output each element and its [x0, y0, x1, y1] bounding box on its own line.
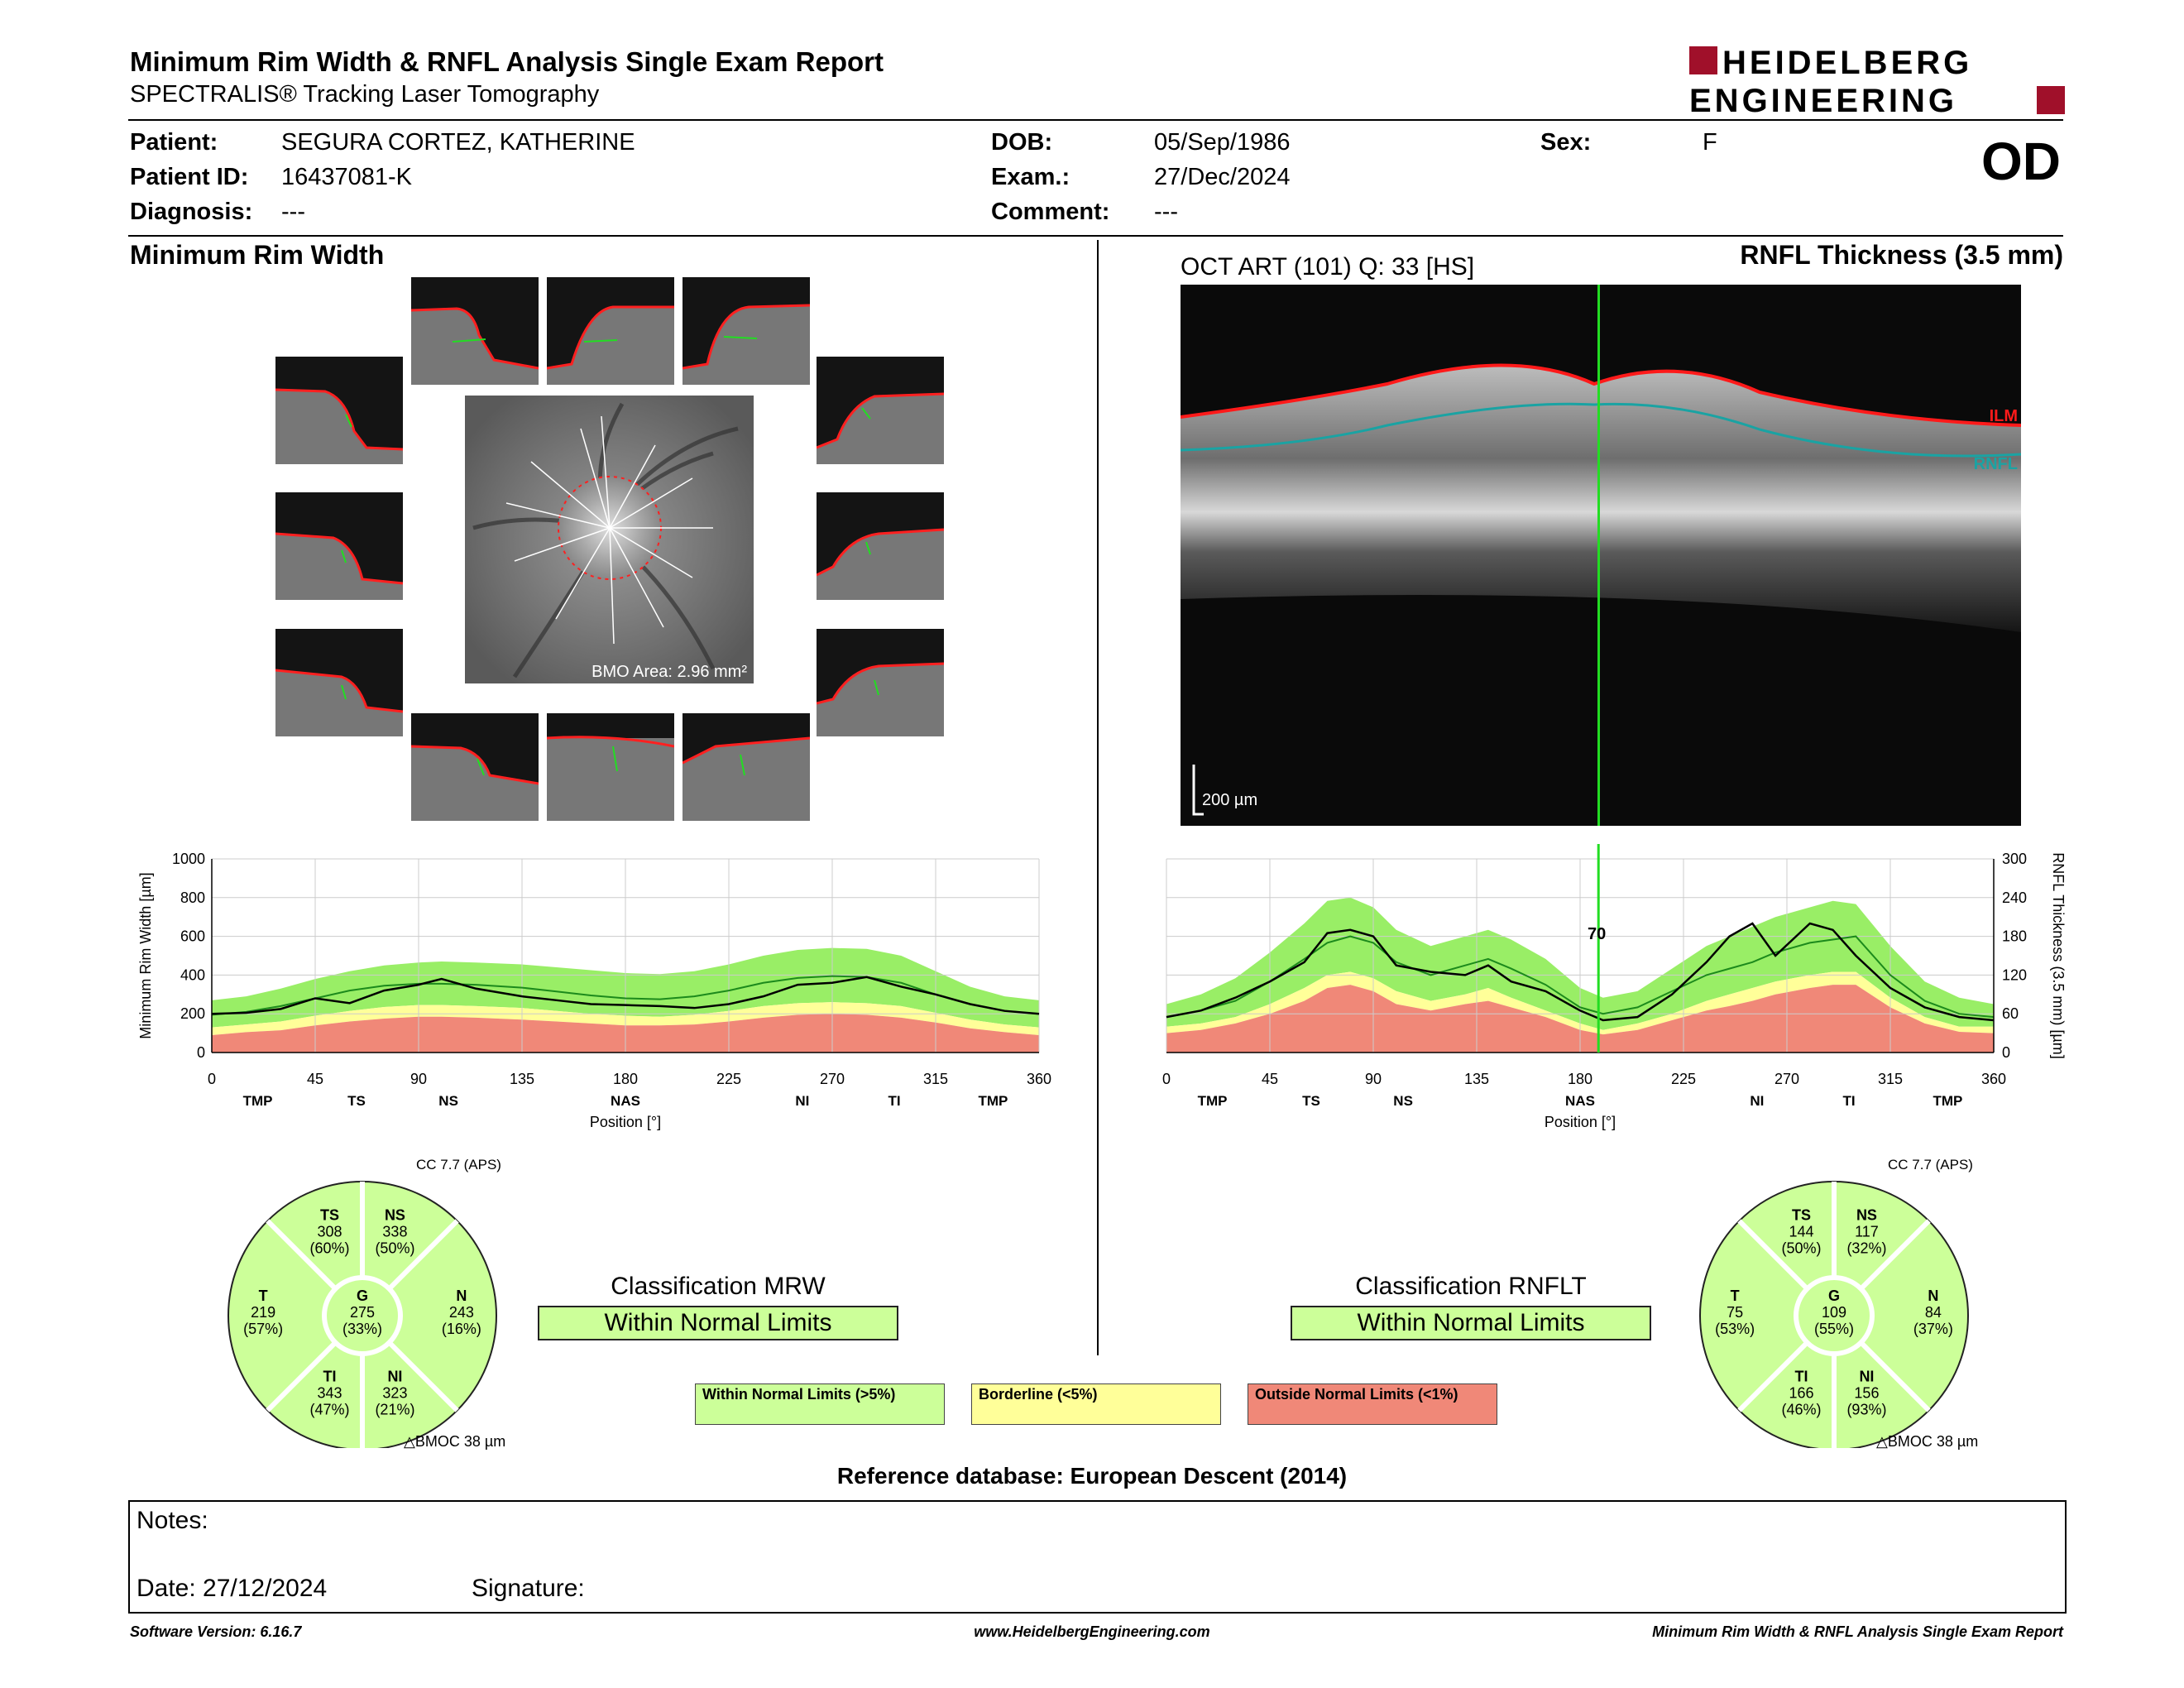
- eye-label: OD: [1981, 132, 2061, 191]
- mrw-bscan-ti1: [411, 713, 539, 821]
- y-tick-label: 1000: [171, 851, 205, 867]
- y-tick-label: 180: [2002, 928, 2028, 945]
- mrw-bscan-ts2: [547, 277, 674, 385]
- rnfl-chart: [1142, 844, 2068, 1134]
- bmo-area-label: BMO Area: 2.96 mm²: [592, 663, 747, 681]
- comment-label: Comment:: [991, 199, 1110, 225]
- mrw-bscan-t1: [275, 357, 403, 464]
- x-tick-label: 45: [1261, 1071, 1279, 1087]
- sector-ni-pct: (21%): [375, 1401, 415, 1418]
- sector-ts-pct: (60%): [309, 1240, 350, 1257]
- sector-ni-value: 156: [1854, 1384, 1880, 1402]
- report-title: Minimum Rim Width & RNFL Analysis Single Exam Report: [130, 46, 884, 77]
- rnfl-classification: Within Normal Limits: [1291, 1306, 1651, 1340]
- x-tick-label: 180: [1567, 1071, 1593, 1087]
- rnfl-classification-title: Classification RNFLT: [1355, 1273, 1587, 1300]
- x-axis-title: Position [°]: [589, 1114, 662, 1130]
- sector-t-label: T: [258, 1288, 268, 1304]
- x-tick-label: 270: [1774, 1071, 1800, 1087]
- sector-ni-label: NI: [1859, 1368, 1875, 1385]
- y-tick-label: 200: [180, 1005, 205, 1023]
- exam-label: Exam.:: [991, 164, 1070, 190]
- sector-ti-label: TI: [323, 1368, 337, 1385]
- delta-icon: △: [404, 1433, 415, 1450]
- y-tick-label: 120: [2002, 966, 2028, 984]
- x-tick-label: 225: [1670, 1071, 1697, 1087]
- mrw-bscan-ni: [682, 713, 810, 821]
- sector-g-label: G: [1827, 1288, 1841, 1304]
- mrw-sector-diagram: [222, 1175, 506, 1450]
- x-axis-title: Position [°]: [1544, 1114, 1616, 1130]
- mrw-bscan-ti2: [547, 713, 674, 821]
- mrw-chart: [132, 844, 1059, 1134]
- mrw-bscan-ts1: [411, 277, 539, 385]
- logo-line2: ENGINEERING: [1689, 83, 1958, 117]
- sector-ts-label: TS: [1792, 1206, 1812, 1224]
- sector-n-label: N: [456, 1288, 467, 1304]
- notes-box: [128, 1500, 2067, 1614]
- delta-icon: △: [1876, 1433, 1888, 1450]
- patient-name: SEGURA CORTEZ, KATHERINE: [281, 129, 635, 156]
- y-axis-title: Minimum Rim Width [µm]: [137, 872, 154, 1039]
- notes-label: Notes:: [136, 1507, 208, 1534]
- mrw-bscan-ns: [682, 277, 810, 385]
- sector-ti-label: TI: [1794, 1368, 1808, 1385]
- sector-axis-label: NI: [1750, 1093, 1765, 1109]
- sector-t-label: T: [1730, 1288, 1740, 1304]
- sector-ti-pct: (47%): [309, 1401, 350, 1418]
- sector-ti-pct: (46%): [1781, 1401, 1822, 1418]
- mrw-bscan-t3: [275, 629, 403, 736]
- rnfl-cursor-value: 70: [1588, 925, 1607, 943]
- column-divider: [1097, 240, 1099, 1355]
- oct-scan-label: OCT ART (101) Q: 33 [HS]: [1181, 253, 1475, 281]
- x-tick-label: 90: [410, 1071, 428, 1087]
- rnfl-bmoc-text: BMOC 38 µm: [1887, 1433, 1979, 1450]
- y-tick-label: 0: [196, 1044, 205, 1061]
- sector-ns-pct: (32%): [1846, 1240, 1887, 1257]
- x-tick-label: 225: [716, 1071, 742, 1087]
- mrw-section-title: Minimum Rim Width: [130, 240, 385, 270]
- sector-ns-label: NS: [384, 1206, 405, 1224]
- sector-axis-label: TMP: [1197, 1093, 1228, 1109]
- y-tick-label: 400: [180, 966, 205, 984]
- dob: 05/Sep/1986: [1154, 129, 1291, 156]
- date-label: Date: 27/12/2024: [136, 1575, 328, 1602]
- sector-axis-label: TI: [1842, 1093, 1856, 1109]
- sector-n-value: 243: [448, 1304, 474, 1321]
- exam-date: 27/Dec/2024: [1154, 164, 1291, 190]
- sector-g-pct: (33%): [342, 1321, 383, 1337]
- x-tick-label: 270: [819, 1071, 845, 1087]
- sector-g-pct: (55%): [1813, 1321, 1855, 1337]
- y-axis-title: RNFL Thickness (3.5 mm) [µm]: [2050, 852, 2067, 1059]
- fundus-image: [465, 396, 754, 683]
- legend-normal: [695, 1383, 945, 1425]
- mrw-bscan-n1: [817, 357, 944, 464]
- mrw-bmoc-text: BMOC 38 µm: [414, 1433, 506, 1450]
- sector-ni-pct: (93%): [1846, 1401, 1887, 1418]
- sex: F: [1703, 129, 1717, 156]
- ilm-label: ILM: [1989, 407, 2018, 425]
- logo-square-bottom: [2037, 86, 2065, 114]
- mrw-bscan-n3: [817, 629, 944, 736]
- heidelberg-logo: [1689, 43, 2066, 122]
- rnfl-cc-label: CC 7.7 (APS): [1888, 1157, 1973, 1172]
- sector-ts-label: TS: [320, 1206, 340, 1224]
- sector-ns-pct: (50%): [375, 1240, 415, 1257]
- y-tick-label: 300: [2002, 851, 2028, 867]
- header-divider: [128, 119, 2063, 121]
- x-tick-label: 315: [922, 1071, 949, 1087]
- sector-g-value: 109: [1821, 1304, 1847, 1321]
- rnfl-section-title: RNFL Thickness (3.5 mm): [1740, 240, 2063, 270]
- x-tick-label: 135: [1463, 1071, 1490, 1087]
- sector-axis-label: TS: [347, 1093, 366, 1109]
- x-tick-label: 360: [1026, 1071, 1052, 1087]
- legend-normal-text: Within Normal Limits (>5%): [702, 1386, 896, 1403]
- info-divider: [128, 235, 2063, 237]
- sector-axis-label: NAS: [1565, 1093, 1595, 1109]
- y-tick-label: 60: [2002, 1005, 2019, 1023]
- x-tick-label: 135: [509, 1071, 535, 1087]
- x-tick-label: 0: [1161, 1071, 1171, 1087]
- diagnosis: ---: [281, 199, 305, 225]
- sector-ts-value: 144: [1789, 1223, 1814, 1240]
- y-tick-label: 0: [2002, 1044, 2011, 1061]
- sector-n-pct: (37%): [1913, 1321, 1953, 1337]
- sector-ni-label: NI: [387, 1368, 403, 1385]
- scale-label: 200 µm: [1202, 791, 1258, 809]
- y-tick-label: 800: [180, 889, 205, 906]
- sector-t-pct: (53%): [1715, 1321, 1755, 1337]
- sector-axis-label: NAS: [611, 1093, 640, 1109]
- comment: ---: [1154, 199, 1178, 225]
- sector-g-label: G: [356, 1288, 369, 1304]
- legend-borderline-text: Borderline (<5%): [979, 1386, 1098, 1403]
- sector-ti-value: 166: [1789, 1384, 1814, 1402]
- sector-ts-pct: (50%): [1781, 1240, 1822, 1257]
- sector-t-value: 219: [251, 1304, 276, 1321]
- y-tick-label: 600: [180, 928, 205, 945]
- x-tick-label: 315: [1877, 1071, 1904, 1087]
- x-tick-label: 90: [1364, 1071, 1382, 1087]
- software-version: Software Version: 6.16.7: [130, 1623, 302, 1640]
- mrw-bscan-t2: [275, 492, 403, 600]
- sector-axis-label: NS: [438, 1093, 458, 1109]
- rnfl-bmoc: [1876, 1433, 1978, 1451]
- rnfl-layer-label: RNFL: [1973, 455, 2018, 473]
- sector-n-pct: (16%): [441, 1321, 481, 1337]
- sector-axis-label: NS: [1393, 1093, 1413, 1109]
- footer-report-name: Minimum Rim Width & RNFL Analysis Single Exam Report: [1652, 1623, 2063, 1640]
- diagnosis-label: Diagnosis:: [130, 199, 253, 225]
- x-tick-label: 0: [207, 1071, 217, 1087]
- sector-ns-label: NS: [1856, 1206, 1877, 1224]
- signature-label: Signature:: [472, 1575, 585, 1602]
- x-tick-label: 360: [1980, 1071, 2007, 1087]
- x-tick-label: 45: [306, 1071, 324, 1087]
- logo-square-top: [1689, 46, 1717, 74]
- report-subtitle: SPECTRALIS® Tracking Laser Tomography: [130, 81, 600, 108]
- dob-label: DOB:: [991, 129, 1053, 156]
- sex-label: Sex:: [1540, 129, 1592, 156]
- legend-outside: [1248, 1383, 1497, 1425]
- patient-id: 16437081-K: [281, 164, 413, 190]
- sector-ns-value: 338: [382, 1223, 408, 1240]
- reference-database: Reference database: European Descent (2014): [836, 1463, 1348, 1489]
- patient-label: Patient:: [130, 129, 218, 156]
- sector-t-value: 75: [1727, 1304, 1744, 1321]
- legend-outside-text: Outside Normal Limits (<1%): [1255, 1386, 1458, 1403]
- sector-axis-label: TMP: [242, 1093, 273, 1109]
- mrw-bscan-n2: [817, 492, 944, 600]
- patient-id-label: Patient ID:: [130, 164, 249, 190]
- legend-borderline: [971, 1383, 1221, 1425]
- sector-n-value: 84: [1924, 1304, 1942, 1321]
- mrw-bmoc: [404, 1433, 505, 1451]
- rnfl-sector-diagram: [1693, 1175, 1975, 1448]
- sector-axis-label: TMP: [1933, 1093, 1963, 1109]
- sector-axis-label: NI: [795, 1093, 810, 1109]
- oct-bscan: [1181, 285, 2021, 826]
- oct-cursor-line: [1597, 285, 1600, 826]
- sector-ti-value: 343: [317, 1384, 342, 1402]
- mrw-classification: Within Normal Limits: [538, 1306, 898, 1340]
- y-tick-label: 240: [2002, 889, 2028, 906]
- mrw-cc-label: CC 7.7 (APS): [416, 1157, 501, 1172]
- website-link[interactable]: www.HeidelbergEngineering.com: [974, 1623, 1210, 1640]
- sector-axis-label: TI: [888, 1093, 901, 1109]
- sector-ns-value: 117: [1855, 1223, 1879, 1240]
- x-tick-label: 180: [612, 1071, 639, 1087]
- sector-g-value: 275: [349, 1304, 376, 1321]
- sector-ts-value: 308: [317, 1223, 342, 1240]
- sector-axis-label: TMP: [978, 1093, 1008, 1109]
- sector-axis-label: TS: [1302, 1093, 1320, 1109]
- mrw-classification-title: Classification MRW: [611, 1273, 826, 1300]
- sector-ni-value: 323: [382, 1384, 408, 1402]
- logo-line1: HEIDELBERG: [1722, 45, 1973, 81]
- sector-n-label: N: [1928, 1288, 1939, 1304]
- sector-t-pct: (57%): [243, 1321, 284, 1337]
